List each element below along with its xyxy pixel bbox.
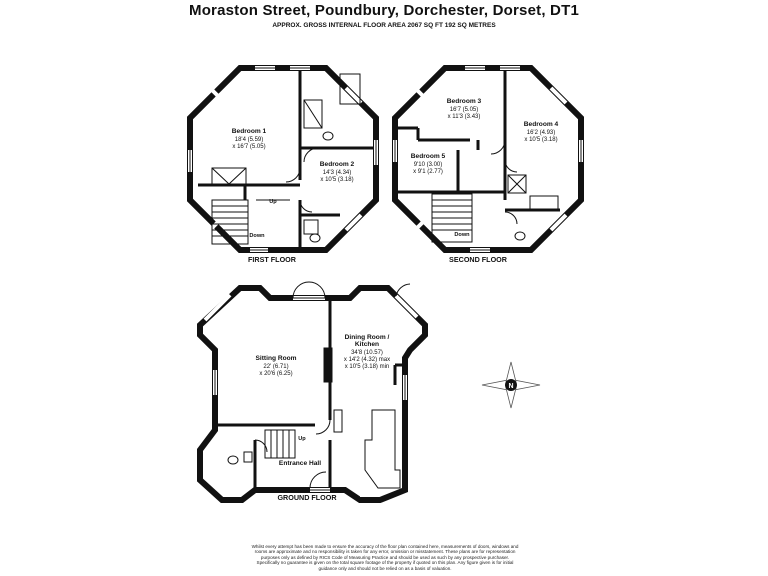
disclaimer-line-3: purposes only as defined by RICS Code of Measuring Practice and should be used as such by any prospective purchaser. xyxy=(260,554,510,560)
second-floor-stairs-down: Down xyxy=(454,232,470,238)
bedroom3-dim1: 16'7 (5.05) xyxy=(449,107,479,113)
first-floor-label: FIRST FLOOR xyxy=(248,255,296,264)
compass-rose xyxy=(482,362,540,408)
sitting-room-dim2: x 20'6 (6.25) xyxy=(259,371,293,377)
bedroom2-name: Bedroom 2 xyxy=(319,161,355,168)
dining-room-dim3: x 10'5 (3.18) min xyxy=(344,364,390,370)
disclaimer-text xyxy=(225,544,545,571)
disclaimer-line-5: guidance only and should not be relied on as a basis of valuation. xyxy=(318,565,452,571)
sitting-room-dim1: 22' (6.71) xyxy=(263,364,289,370)
bedroom5-dim1: 9'10 (3.00) xyxy=(413,162,443,168)
first-floor-stairs-down: Down xyxy=(249,233,265,239)
bedroom5-dim2: x 9'1 (2.77) xyxy=(413,169,443,175)
bedroom4-dim1: 16'2 (4.93) xyxy=(526,130,556,136)
dining-room-dim1: 34'8 (10.57) xyxy=(351,350,383,356)
disclaimer-line-1: Whilst every attempt has been made to ensure the accuracy of the floor plan contained here, measurements of doors, windows and xyxy=(251,544,519,549)
ground-floor-stairs-up: Up xyxy=(298,436,306,442)
first-floor-stairs-up: Up xyxy=(269,199,277,205)
first-floor-plan xyxy=(190,68,376,264)
compass-north-label: N xyxy=(508,383,514,390)
second-floor-label: SECOND FLOOR xyxy=(449,255,507,264)
floor-area-subtitle: APPROX. GROSS INTERNAL FLOOR AREA 2067 SQ FT 192 SQ METRES xyxy=(272,22,496,29)
disclaimer-line-4: Specifically no guarantee is given on the total square footage of the property if quoted on this plan. Any figure given is for initial xyxy=(256,560,514,566)
dining-room-name1: Dining Room / xyxy=(344,334,390,341)
bedroom1-dim1: 18'4 (5.59) xyxy=(234,137,264,143)
bedroom5-name: Bedroom 5 xyxy=(410,153,446,160)
plan-title: Moraston Street, Poundbury, Dorchester, Dorset, DT1 xyxy=(189,2,579,19)
entrance-hall-name: Entrance Hall xyxy=(278,460,322,467)
bedroom4-dim2: x 10'5 (3.18) xyxy=(524,137,558,143)
ground-floor-label: GROUND FLOOR xyxy=(277,493,337,502)
bedroom3-name: Bedroom 3 xyxy=(446,98,482,105)
bedroom2-dim1: 14'3 (4.34) xyxy=(322,170,352,176)
dining-room-name2: Kitchen xyxy=(354,341,380,348)
bedroom2-dim2: x 10'5 (3.18) xyxy=(320,177,354,183)
ground-floor-plan xyxy=(200,282,425,502)
disclaimer-line-2: rooms are approximate and no responsibility is taken for any error, omission or misstatement. These plans are for representation xyxy=(254,549,516,555)
bedroom4-name: Bedroom 4 xyxy=(523,121,559,128)
ground-floor-outline xyxy=(200,288,425,500)
second-floor-plan xyxy=(395,68,581,264)
sitting-room-name: Sitting Room xyxy=(255,355,297,362)
bedroom1-dim2: x 16'7 (5.05) xyxy=(232,144,266,150)
dining-room-dim2: x 14'2 (4.32) max xyxy=(343,357,391,363)
bedroom3-dim2: x 11'3 (3.43) xyxy=(447,114,481,120)
bedroom1-name: Bedroom 1 xyxy=(231,128,267,135)
